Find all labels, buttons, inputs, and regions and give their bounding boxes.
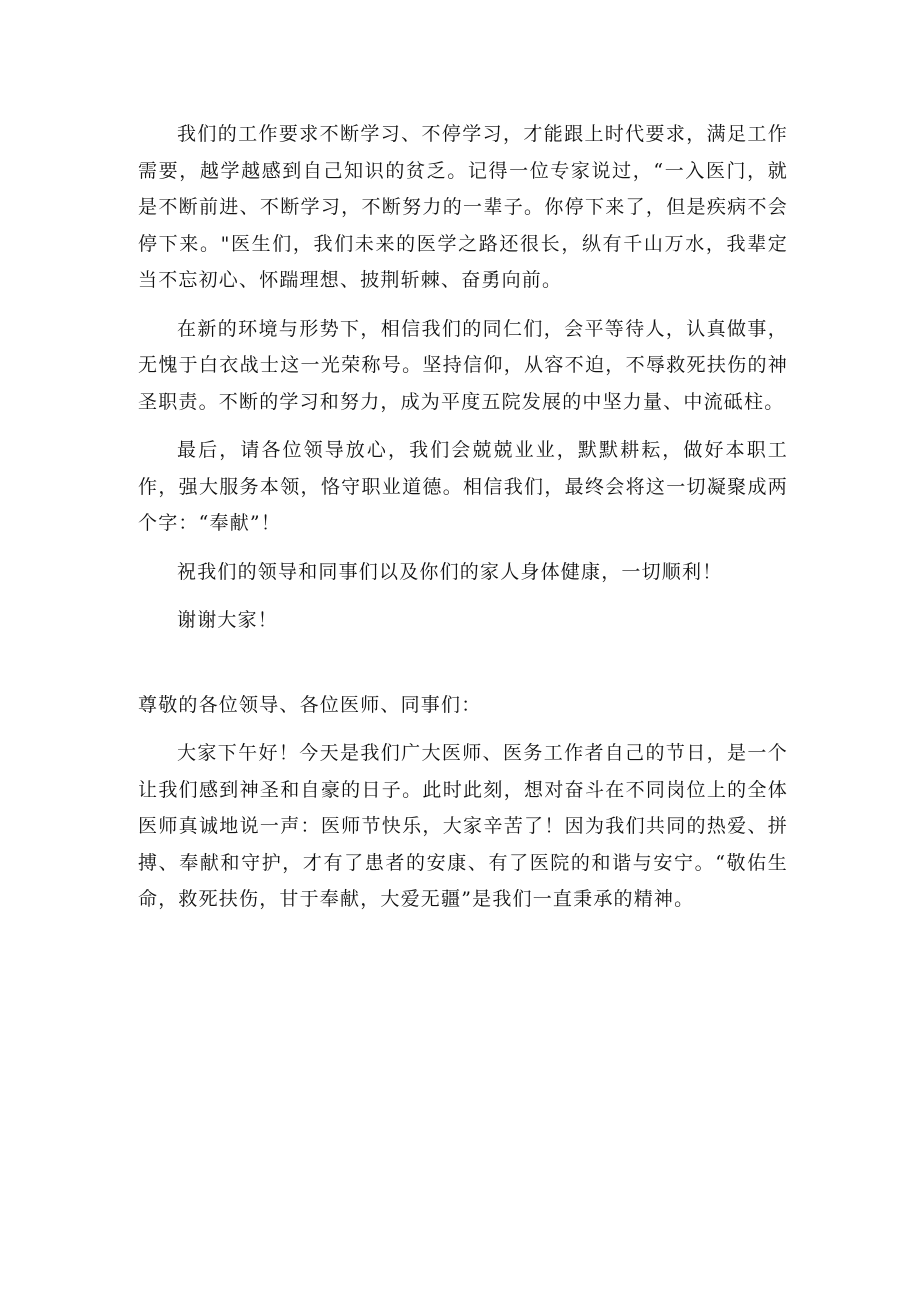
paragraph-learning: 我们的工作要求不断学习、不停学习，才能跟上时代要求，满足工作需要，越学越感到自己知识的贫乏。记得一位专家说过，“一入医门，就是不断前进、不断学习，不断努力的一辈子。你停下来了，但是疾病不会停下来。"医生们，我们未来的医学之路还很长，纵有千山万水，我辈定当不忘初心、怀踹理想、披荆斩棘、奋勇向前。 bbox=[138, 123, 788, 291]
document-body bbox=[138, 116, 788, 918]
salutation: 尊敬的各位领导、各位医师、同事们： bbox=[138, 693, 482, 716]
paragraph-environment: 在新的环境与形势下，相信我们的同仁们，会平等待人，认真做事，无愧于白衣战士这一光荣称号。坚持信仰，从容不迫，不辱救死扶伤的神圣职责。不断的学习和努力，成为平度五院发展的中坚力量、中流砥柱。 bbox=[138, 317, 788, 413]
paragraph-wishes: 祝我们的领导和同事们以及你们的家人身体健康，一切顺利！ bbox=[177, 560, 723, 583]
paragraph-greeting: 大家下午好！今天是我们广大医师、医务工作者自己的节日，是一个让我们感到神圣和自豪的日子。此时此刻，想对奋斗在不同岗位上的全体医师真诚地说一声：医师节快乐，大家辛苦了！因为我们共同的热爱、拼搏、奉献和守护，才有了患者的安康、有了医院的和谐与安宁。“敬佑生命，救死扶伤，甘于奉献，大爱无疆”是我们一直秉承的精神。 bbox=[138, 742, 788, 910]
paragraph-thanks: 谢谢大家！ bbox=[177, 609, 279, 631]
paragraph-conclusion: 最后，请各位领导放心，我们会兢兢业业，默默耕耘，做好本职工作，强大服务本领，恪守职业道德。相信我们，最终会将这一切凝聚成两个字：“奉献”！ bbox=[138, 439, 788, 534]
